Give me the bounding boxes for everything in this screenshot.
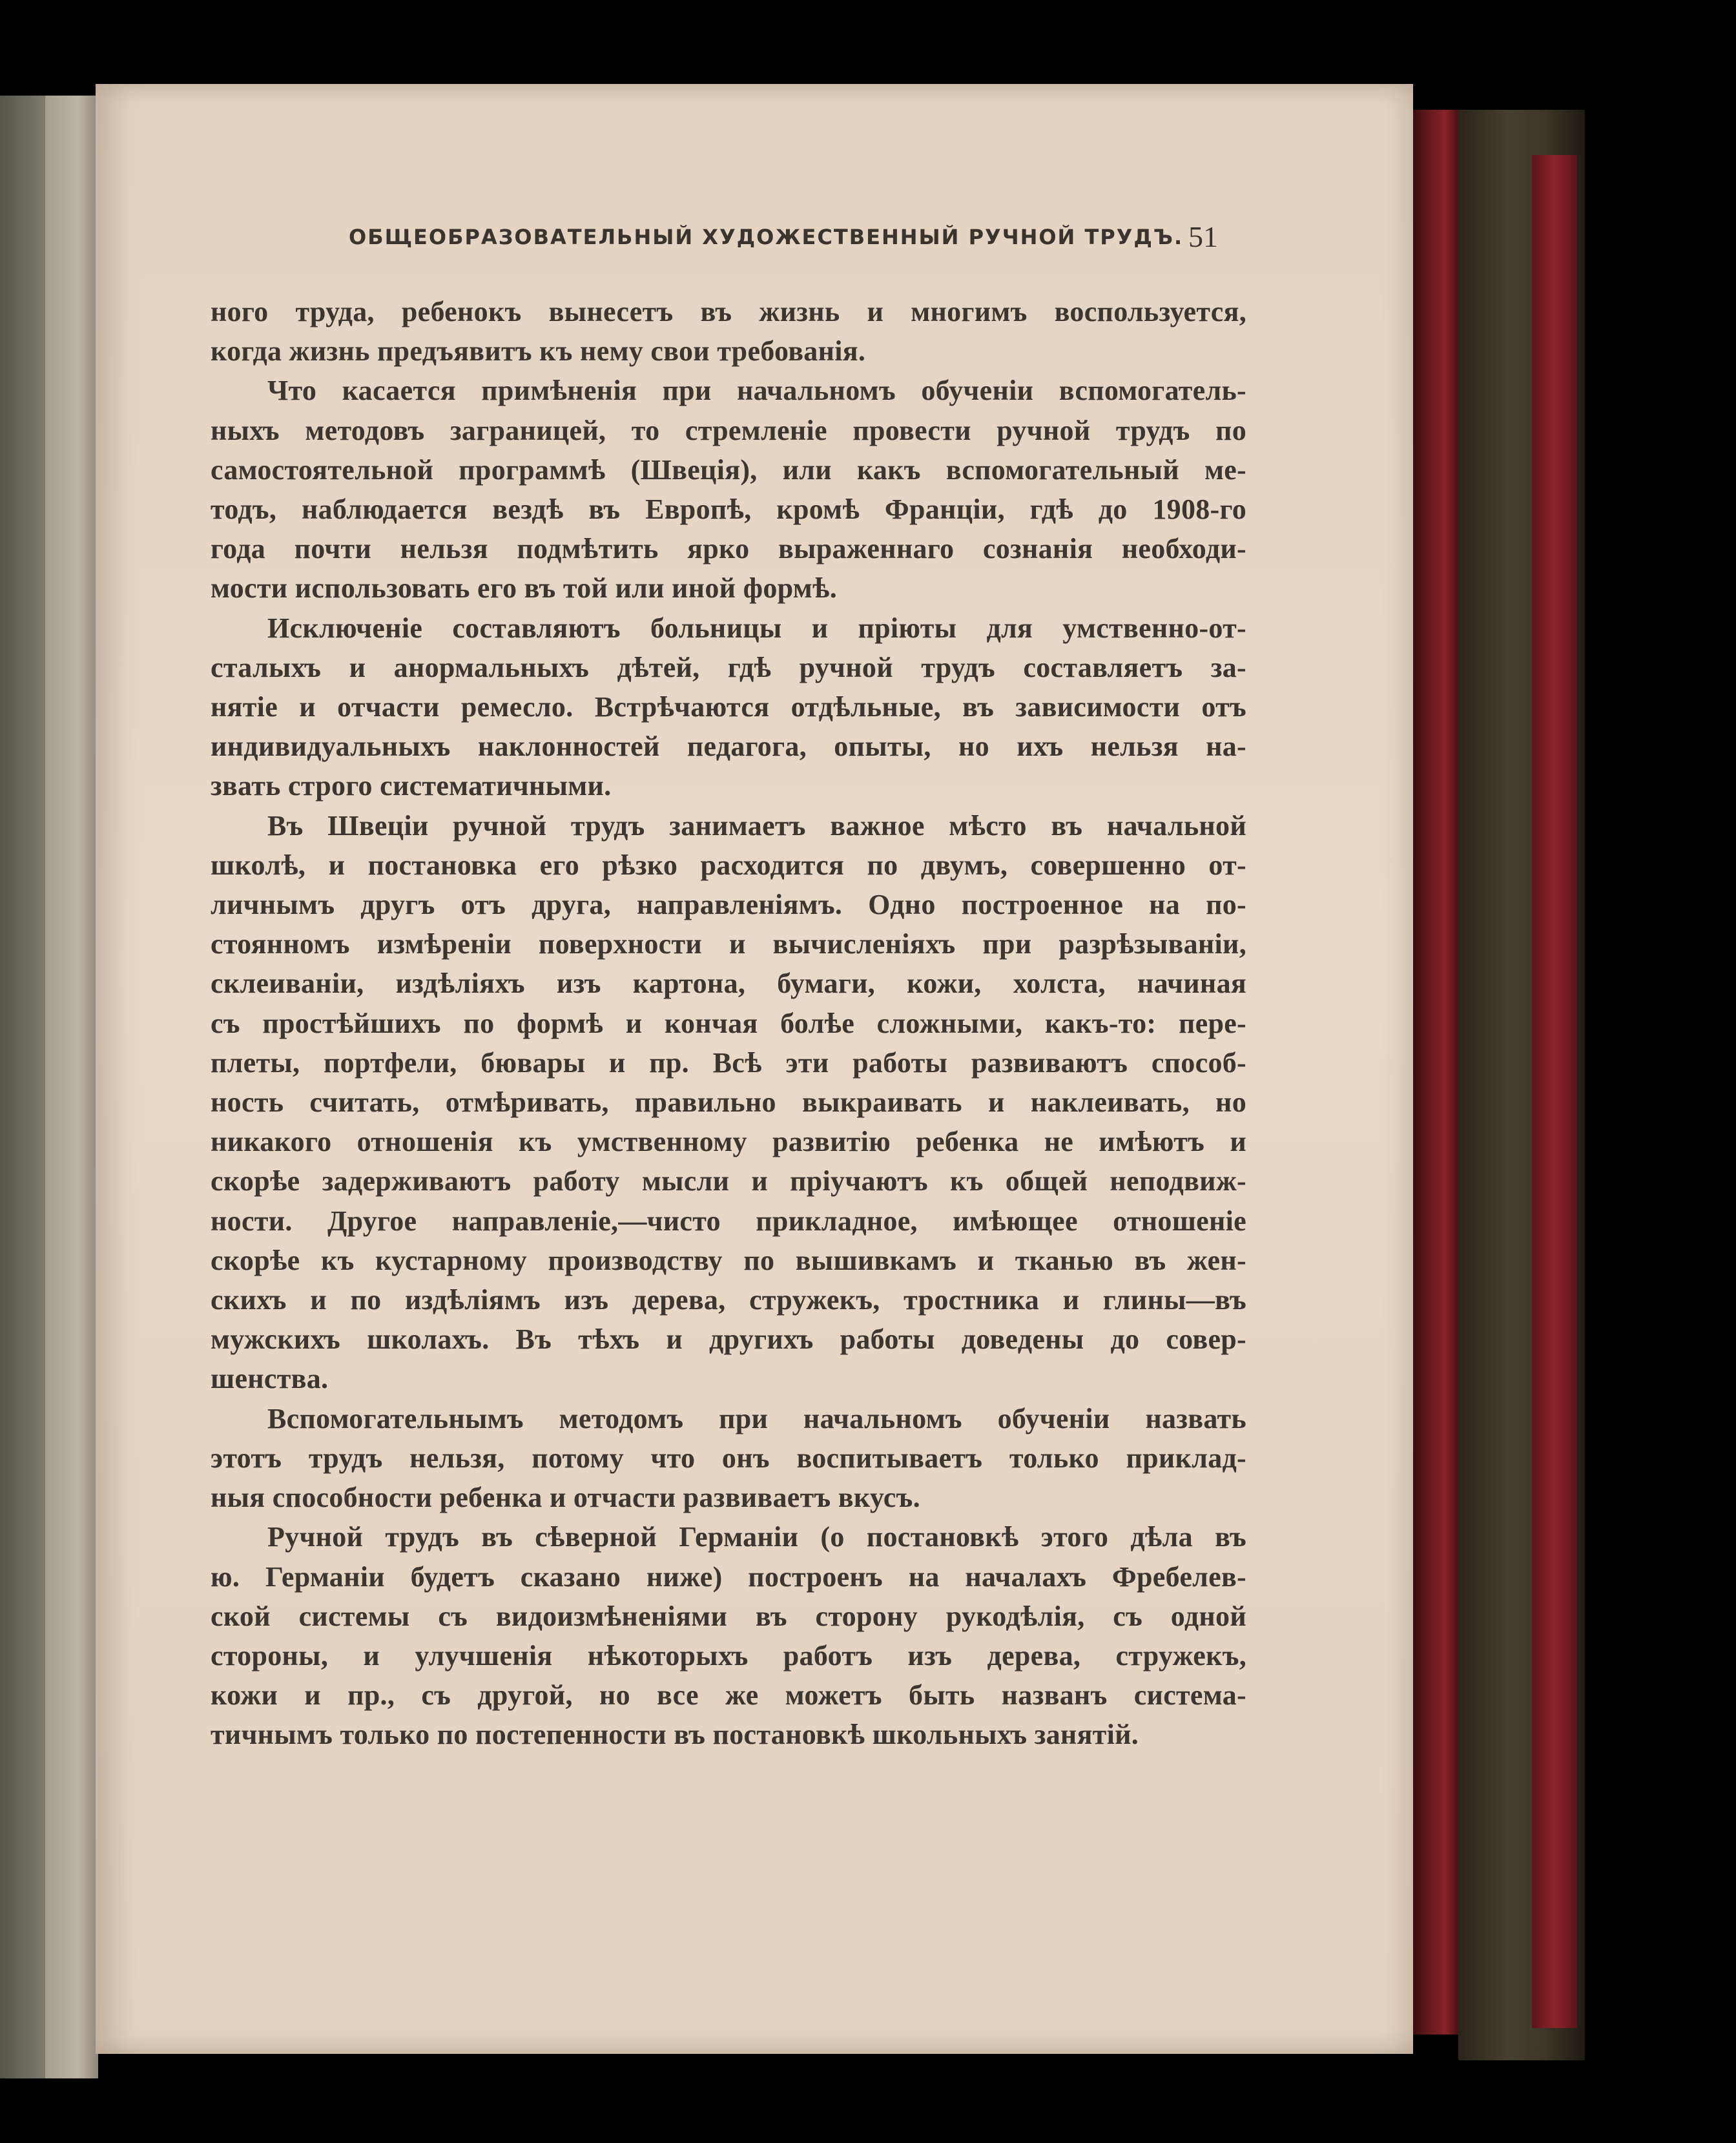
page-number: 51 xyxy=(1188,220,1218,253)
text-line: мужскихъ школахъ. Въ тѣхъ и другихъ работы доведены до совер- xyxy=(211,1323,1246,1356)
text-line: индивидуальныхъ наклонностей педагога, опыты, но ихъ нельзя на- xyxy=(211,730,1246,763)
text-line: кожи и пр., съ другой, но все же можетъ быть названъ система- xyxy=(211,1679,1246,1712)
text-line: ныя способности ребенка и отчасти развиваетъ вкусъ. xyxy=(211,1482,920,1514)
text-line: мости использовать его въ той или иной формѣ. xyxy=(211,572,838,605)
text-line: Исключеніе составляютъ больницы и пріюты для умственно-от- xyxy=(267,612,1246,644)
text-line: съ простѣйшихъ по формѣ и кончая болѣе сложными, какъ-то: пере- xyxy=(211,1007,1246,1039)
text-line: нятіе и отчасти ремесло. Встрѣчаются отдѣльные, въ зависимости отъ xyxy=(211,691,1246,723)
paragraph xyxy=(211,371,1246,608)
text-line: ской системы съ видоизмѣненіями въ сторону рукодѣлія, съ одной xyxy=(211,1600,1246,1632)
text-line: ность считать, отмѣривать, правильно выкраивать и наклеивать, но xyxy=(211,1086,1246,1119)
text-line: шенства. xyxy=(211,1363,329,1395)
page-block-edge xyxy=(1413,110,1458,2034)
paragraph xyxy=(211,1517,1246,1754)
text-line: ныхъ методовъ заграницей, то стремленіе провести ручной трудъ по xyxy=(211,414,1246,446)
text-line: Вспомогательнымъ методомъ при начальномъ обученіи назвать xyxy=(267,1402,1246,1434)
paragraph xyxy=(211,1399,1246,1518)
text-line: этотъ трудъ нельзя, потому что онъ воспитываетъ только приклад- xyxy=(211,1442,1246,1474)
text-line: Въ Швеціи ручной трудъ занимаетъ важное мѣсто въ начальной xyxy=(267,809,1246,842)
cover-red-edge xyxy=(1532,155,1577,2028)
text-line: Что касается примѣненія при начальномъ обученіи вспомогатель- xyxy=(267,375,1246,407)
paragraph xyxy=(211,608,1246,806)
adjacent-left-page xyxy=(0,96,98,2078)
text-line: никакого отношенія къ умственному развитію ребенка не имѣютъ и xyxy=(211,1126,1246,1158)
text-line: тичнымъ только по постепенности въ постановкѣ школьныхъ занятій. xyxy=(211,1719,1139,1751)
text-line: стороны, и улучшенія нѣкоторыхъ работъ изъ дерева, стружекъ, xyxy=(211,1639,1246,1672)
running-head: ОБЩЕОБРАЗОВАТЕЛЬНЫЙ ХУДОЖЕСТВЕННЫЙ РУЧНОЙ ТРУДЪ. xyxy=(349,225,1184,249)
text-line: Ручной трудъ въ сѣверной Германіи (о постановкѣ этого дѣла въ xyxy=(267,1521,1246,1553)
text-line: склеиваніи, издѣліяхъ изъ картона, бумаги, кожи, холста, начиная xyxy=(211,968,1246,1000)
body-text xyxy=(211,292,1246,1755)
text-line: ности. Другое направленіе,—чисто прикладное, имѣющее отношеніе xyxy=(211,1205,1246,1237)
text-line: личнымъ другъ отъ друга, направленіямъ. Одно построенное на по- xyxy=(211,889,1246,921)
text-line: года почти нельзя подмѣтить ярко выраженнаго сознанія необходи- xyxy=(211,533,1246,565)
text-line: звать строго систематичными. xyxy=(211,770,612,802)
text-line: когда жизнь предъявитъ къ нему свои требованія. xyxy=(211,335,866,368)
text-line: ного труда, ребенокъ вынесетъ въ жизнь и многимъ воспользуется, xyxy=(211,296,1246,327)
text-line: скорѣе задерживаютъ работу мысли и пріучаютъ къ общей неподвиж- xyxy=(211,1165,1246,1197)
text-line: тодъ, наблюдается вездѣ въ Европѣ, кромѣ Франціи, гдѣ до 1908-го xyxy=(211,493,1246,526)
paragraph xyxy=(211,806,1246,1399)
text-line: скорѣе къ кустарному производству по вышивкамъ и тканью въ жен- xyxy=(211,1244,1246,1276)
text-line: самостоятельной программѣ (Швеція), или какъ вспомогательный ме- xyxy=(211,453,1246,486)
text-line: школѣ, и постановка его рѣзко расходится по двумъ, совершенно от- xyxy=(211,849,1246,881)
text-line: ю. Германіи будетъ сказано ниже) построенъ на началахъ Фребелев- xyxy=(211,1560,1246,1593)
text-line: плеты, портфели, бювары и пр. Всѣ эти работы развиваютъ способ- xyxy=(211,1046,1246,1079)
paragraph xyxy=(211,292,1246,371)
text-line: сталыхъ и анормальныхъ дѣтей, гдѣ ручной трудъ составляетъ за- xyxy=(211,651,1246,683)
text-line: стоянномъ измѣреніи поверхности и вычисленіяхъ при разрѣзываніи, xyxy=(211,928,1246,960)
left-page-shadow xyxy=(0,96,45,2078)
text-line: скихъ и по издѣліямъ изъ дерева, стружекъ, тростника и глины—въ xyxy=(211,1284,1246,1316)
